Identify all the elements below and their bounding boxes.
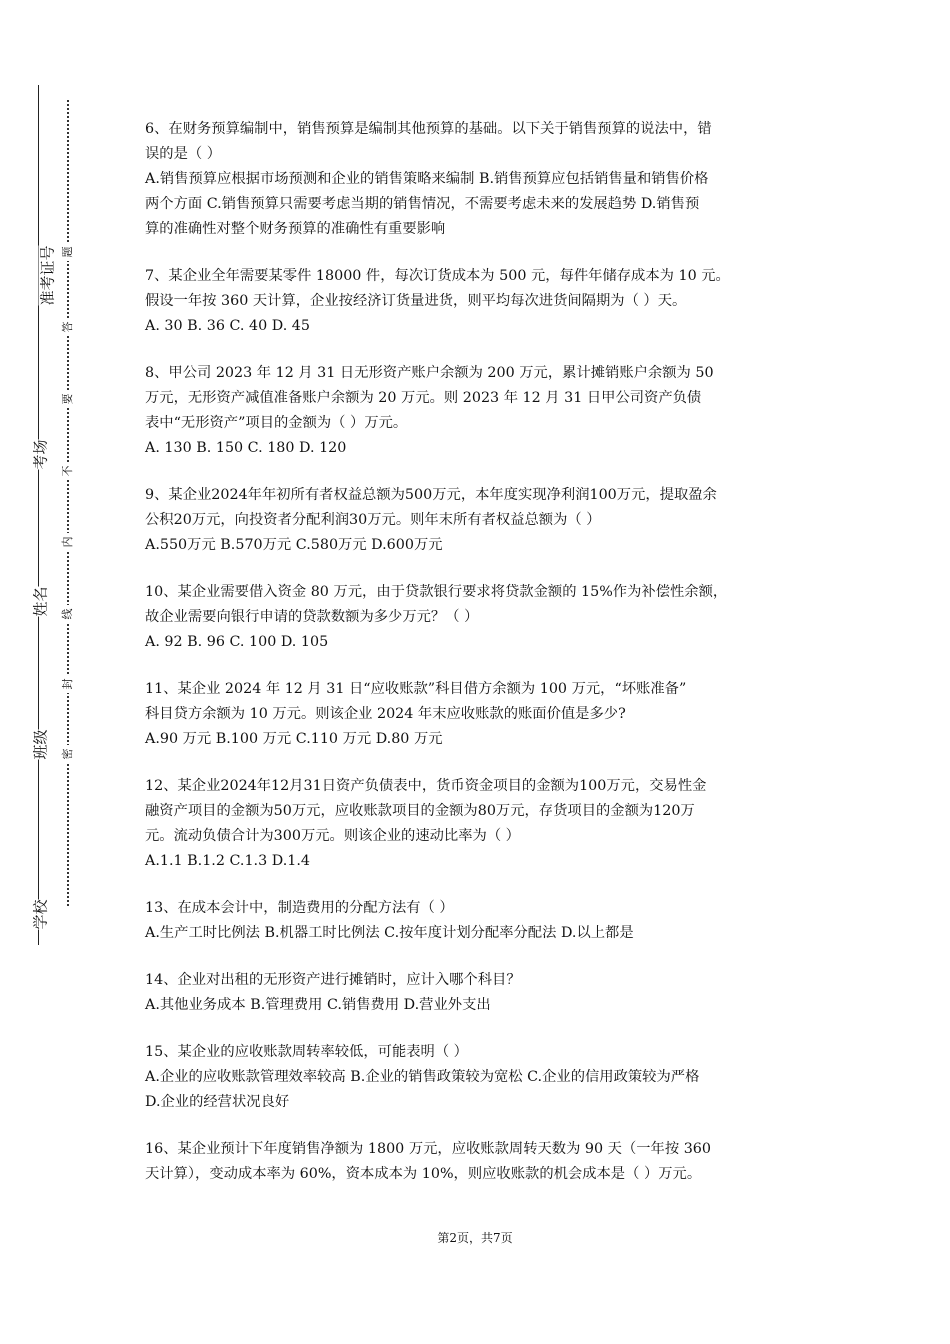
question-line: 故企业需要向银行申请的贷款数额为多少万元？（ ） [145, 609, 479, 625]
page-footer: 第2页，共7页 [437, 1231, 513, 1245]
question-9 [145, 483, 825, 558]
seal-char-xian: 线 [59, 605, 77, 623]
question-line: 11、某企业 2024 年 12 月 31 日“应收账款”科目借方余额为 100 万元，“坏账准备” [145, 681, 687, 697]
question-line: 算的准确性对整个财务预算的准确性有重要影响 [145, 221, 446, 237]
question-line: A.其他业务成本 B.管理费用 C.销售费用 D.营业外支出 [145, 997, 491, 1013]
question-line: 表中“无形资产”项目的金额为（ ）万元。 [145, 415, 408, 431]
question-line: A. 130 B. 150 C. 180 D. 120 [145, 440, 347, 456]
seal-char-bu: 不 [59, 462, 77, 480]
seal-char-yao: 要 [59, 390, 77, 408]
question-line: A. 30 B. 36 C. 40 D. 45 [145, 318, 310, 334]
question-line: A.企业的应收账款管理效率较高 B.企业的销售政策较为宽松 C.企业的信用政策较为严格 [145, 1069, 700, 1085]
field-label-school: 学校 [31, 899, 50, 930]
question-15 [145, 1040, 825, 1115]
field-label-exam-room: 考场 [31, 439, 50, 470]
question-line: D.企业的经营状况良好 [145, 1094, 290, 1110]
question-line: 8、甲公司 2023 年 12 月 31 日无形资产账户余额为 200 万元，累计摊销账户余额为 50 [145, 365, 714, 381]
question-line: 两个方面 C.销售预算只需要考虑当期的销售情况，不需要考虑未来的发展趋势 D.销售预 [145, 196, 700, 212]
question-line: 14、企业对出租的无形资产进行摊销时，应计入哪个科目？ [145, 972, 521, 988]
question-11 [145, 677, 825, 752]
question-line: A.生产工时比例法 B.机器工时比例法 C.按年度计划分配率分配法 D.以上都是 [145, 925, 634, 941]
question-line: A.90 万元 B.100 万元 C.110 万元 D.80 万元 [145, 731, 443, 747]
seal-char-ti: 题 [59, 243, 77, 261]
question-line: A.550万元 B.570万元 C.580万元 D.600万元 [145, 537, 443, 553]
binding-dotted-line [67, 100, 69, 906]
question-line: A.销售预算应根据市场预测和企业的销售策略来编制 B.销售预算应包括销售量和销售价格 [145, 171, 709, 187]
seal-char-nei: 内 [59, 533, 77, 551]
question-6 [145, 117, 825, 242]
question-line: 元。流动负债合计为300万元。则该企业的速动比率为（ ） [145, 828, 520, 844]
question-10 [145, 580, 825, 655]
question-line: 9、某企业2024年年初所有者权益总额为500万元，本年度实现净利润100万元，提取盈余 [145, 487, 717, 503]
question-line: 误的是（ ） [145, 146, 222, 162]
question-line: 6、在财务预算编制中，销售预算是编制其他预算的基础。以下关于销售预算的说法中，错 [145, 121, 712, 137]
seal-char-feng: 封 [59, 675, 77, 693]
question-line: 16、某企业预计下年度销售净额为 1800 万元，应收账款周转天数为 90 天（一年按 360 [145, 1141, 711, 1157]
question-line: 公积20万元，向投资者分配利润30万元。则年末所有者权益总额为（ ） [145, 512, 601, 528]
question-16 [145, 1137, 825, 1187]
question-line: 假设一年按 360 天计算，企业按经济订货量进货，则平均每次进货间隔期为（ ）天。 [145, 293, 687, 309]
question-8 [145, 361, 825, 461]
binding-margin [0, 0, 110, 1344]
question-line: 天计算），变动成本率为 60%，资本成本为 10%，则应收账款的机会成本是（ ）万元。 [145, 1166, 702, 1182]
question-line: A.1.1 B.1.2 C.1.3 D.1.4 [145, 853, 310, 869]
field-label-name: 姓名 [31, 586, 50, 617]
question-13 [145, 896, 825, 946]
question-line: 科目贷方余额为 10 万元。则该企业 2024 年末应收账款的账面价值是多少? [145, 706, 626, 722]
seal-char-da: 答 [59, 318, 77, 336]
question-7 [145, 264, 825, 339]
question-list [145, 117, 825, 1209]
question-line: 万元，无形资产减值准备账户余额为 20 万元。则 2023 年 12 月 31 日甲公司资产负债 [145, 390, 702, 406]
question-line: A. 92 B. 96 C. 100 D. 105 [145, 634, 329, 650]
question-line: 融资产项目的金额为50万元，应收账款项目的金额为80万元，存货项目的金额为120万 [145, 803, 695, 819]
question-12 [145, 774, 825, 874]
question-line: 10、某企业需要借入资金 80 万元，由于贷款银行要求将贷款金额的 15%作为补偿性余额， [145, 584, 728, 600]
seal-char-mi: 密 [59, 745, 77, 763]
binding-solid-line [38, 85, 39, 945]
question-line: 13、在成本会计中，制造费用的分配方法有（ ） [145, 900, 454, 916]
question-line: 15、某企业的应收账款周转率较低，可能表明（ ） [145, 1044, 468, 1060]
question-line: 12、某企业2024年12月31日资产负债表中，货币资金项目的金额为100万元，交易性金 [145, 778, 707, 794]
field-label-exam-id: 准考证号 [38, 245, 57, 306]
field-label-class: 班级 [31, 729, 50, 760]
question-14 [145, 968, 825, 1018]
question-line: 7、某企业全年需要某零件 18000 件，每次订货成本为 500 元，每件年储存成本为 10 元。 [145, 268, 730, 284]
